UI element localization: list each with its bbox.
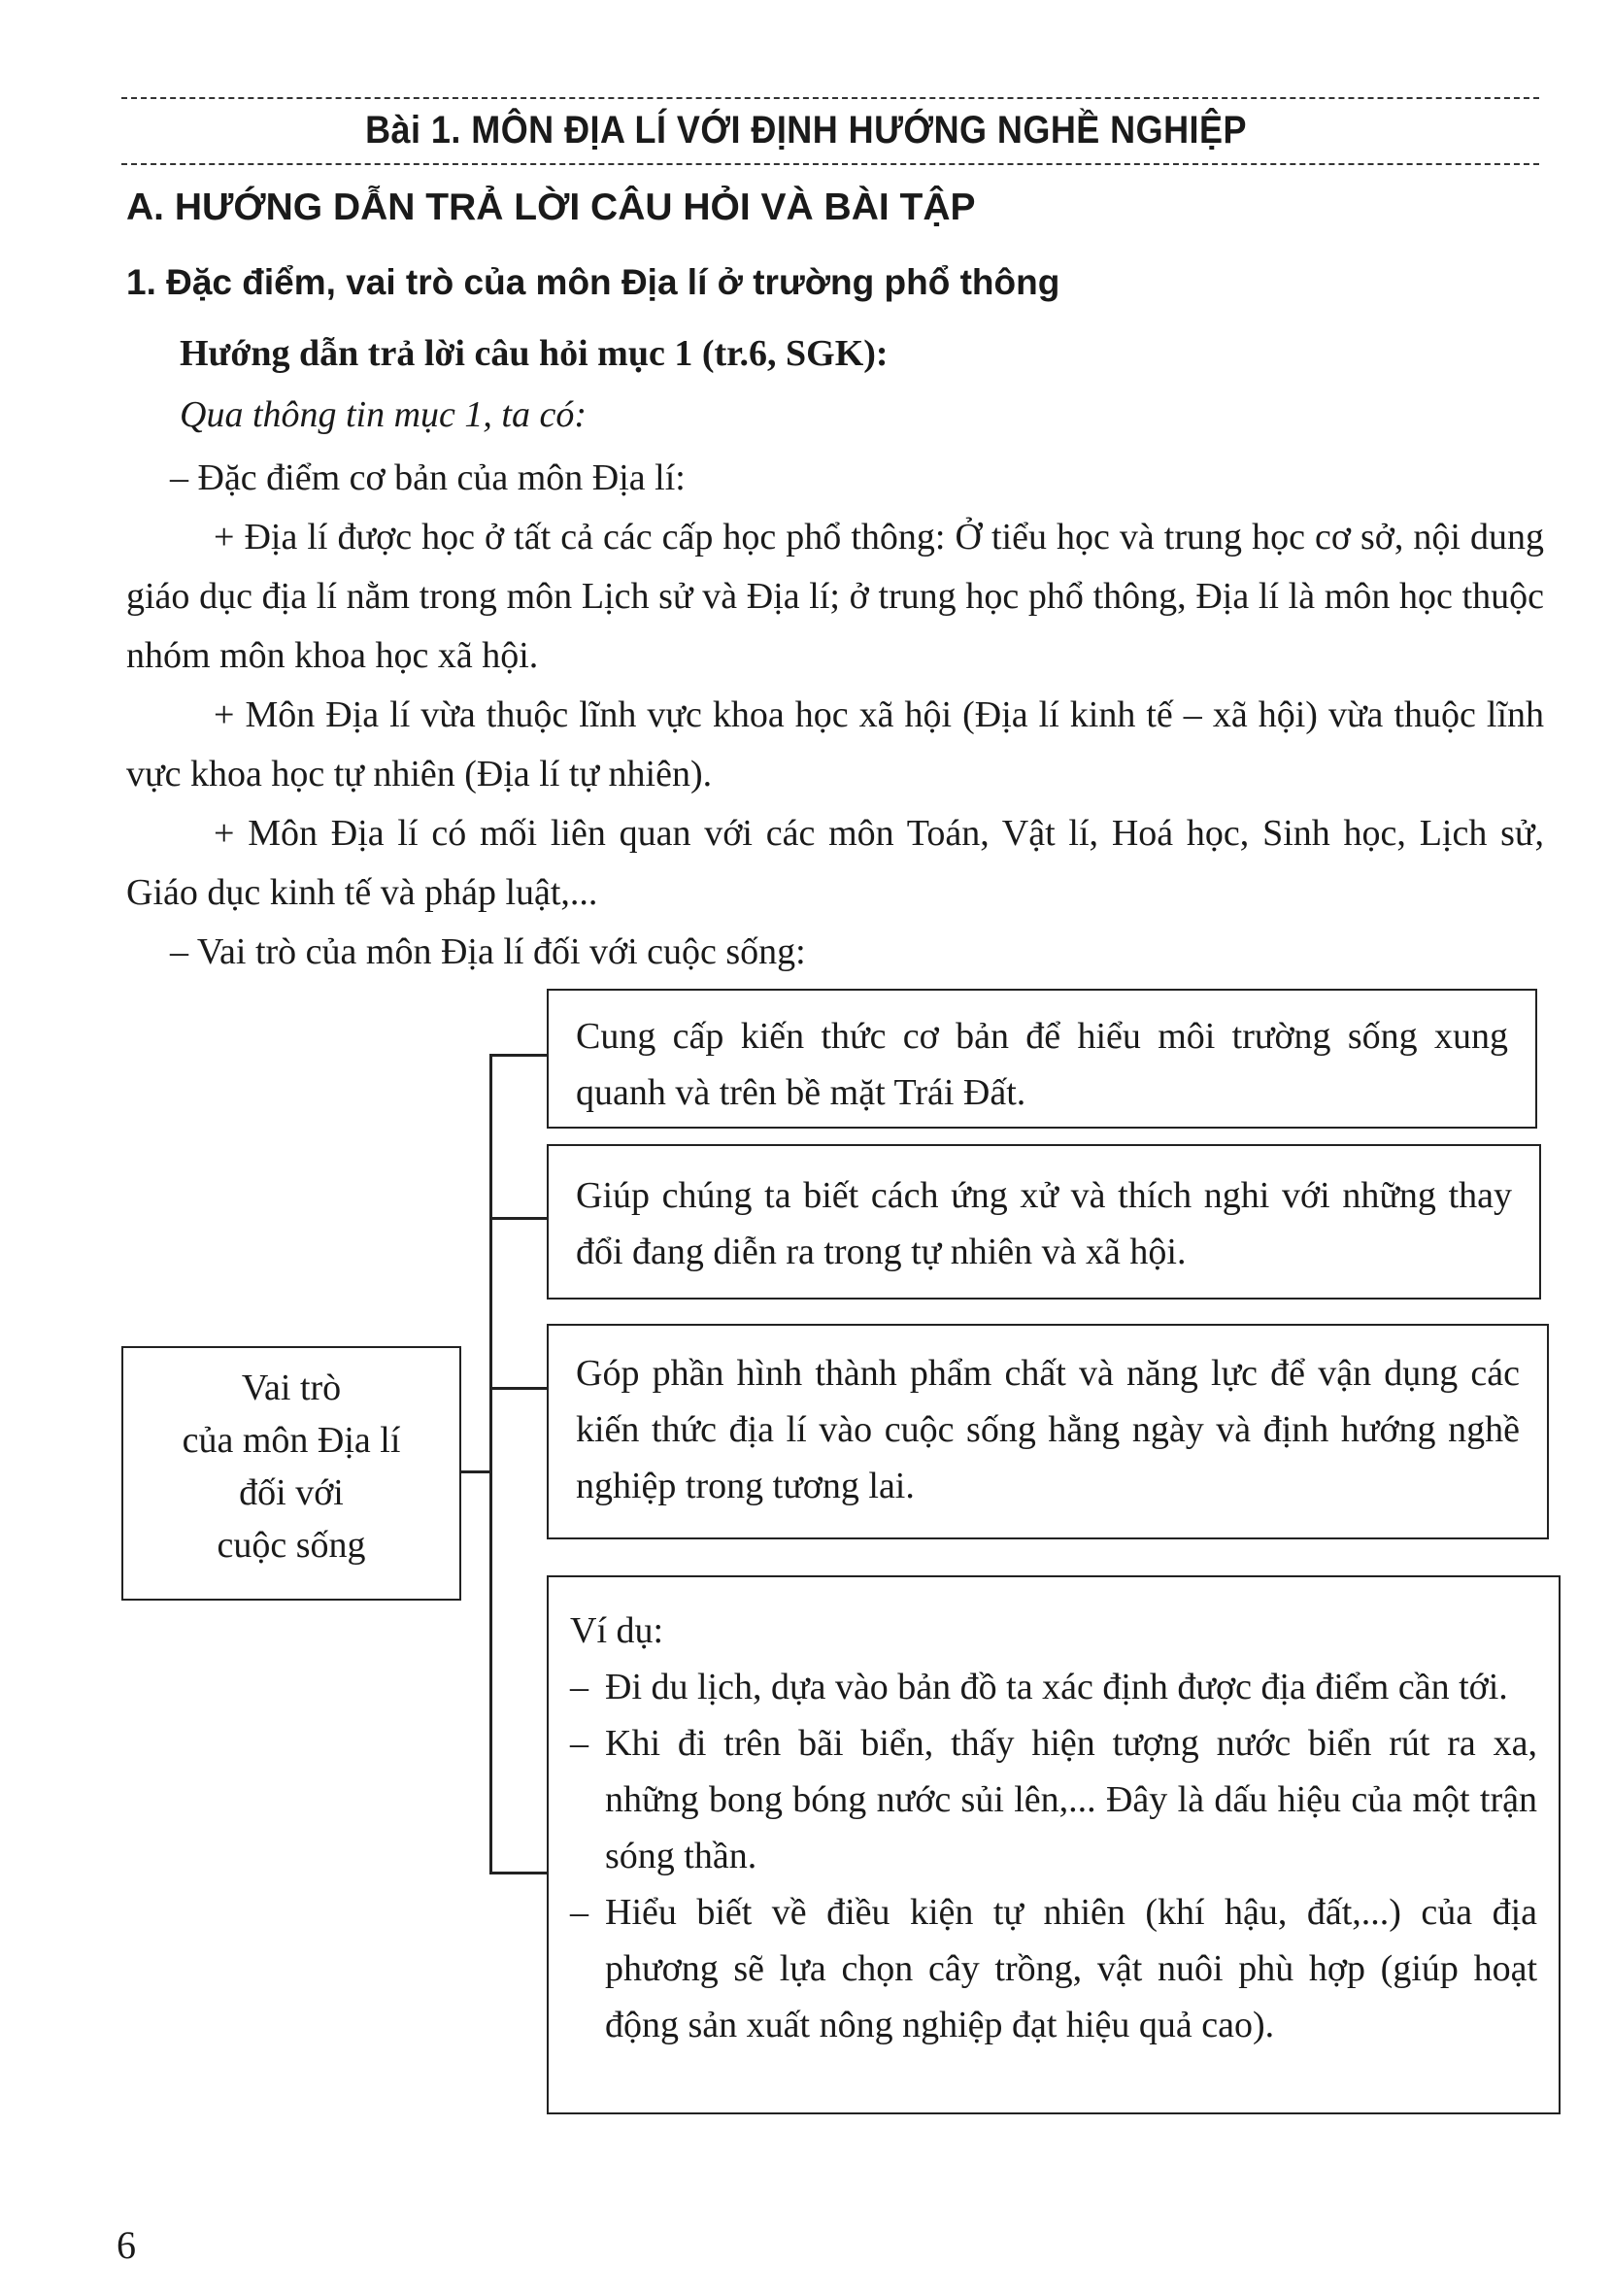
example-item-3 xyxy=(570,1884,1537,2053)
connector-role-3 xyxy=(489,1387,548,1390)
lesson-title: Bài 1. MÔN ĐỊA LÍ VỚI ĐỊNH HƯỚNG NGHỀ NGHIỆP xyxy=(365,109,1247,152)
example-item-2 xyxy=(570,1715,1537,1884)
page-number: 6 xyxy=(117,2223,136,2267)
example-title: Ví dụ: xyxy=(570,1610,664,1651)
connector-role-1 xyxy=(489,1054,548,1057)
connector-vertical xyxy=(489,1054,492,1874)
role-text-1: Cung cấp kiến thức cơ bản để hiểu môi trường sống xung quanh và trên bề mặt Trái Đất. xyxy=(576,1016,1508,1113)
example-dash: – xyxy=(570,1892,588,1933)
guide-heading: Hướng dẫn trả lời câu hỏi mục 1 (tr.6, SGK): xyxy=(180,333,889,374)
header-rule-bottom xyxy=(121,163,1539,165)
example-item-1 xyxy=(570,1659,1537,1715)
center-line-3: đối với xyxy=(239,1472,344,1513)
connector-center xyxy=(461,1470,490,1473)
roles-heading: – Vai trò của môn Địa lí đối với cuộc sống: xyxy=(170,931,806,972)
feature-paragraph-1: + Địa lí được học ở tất cả các cấp học phổ thông: Ở tiểu học và trung học cơ sở, nội dung giáo dục địa lí nằm trong môn Lịch sử và Địa lí; ở trung học phổ thông, Địa lí là môn học thuộc nhóm môn khoa học xã hội. xyxy=(126,517,1544,676)
section-1-heading: 1. Đặc điểm, vai trò của môn Địa lí ở trường phổ thông xyxy=(126,262,1060,302)
section-a-heading: A. HƯỚNG DẪN TRẢ LỜI CÂU HỎI VÀ BÀI TẬP xyxy=(126,186,976,228)
role-box-1 xyxy=(547,989,1537,1129)
center-line-4: cuộc sống xyxy=(217,1525,366,1566)
role-text-2: Giúp chúng ta biết cách ứng xử và thích nghi với những thay đổi đang diễn ra trong tự nhiên và xã hội. xyxy=(576,1175,1512,1272)
feature-paragraph-2: + Môn Địa lí vừa thuộc lĩnh vực khoa học xã hội (Địa lí kinh tế – xã hội) vừa thuộc lĩnh vực khoa học tự nhiên (Địa lí tự nhiên). xyxy=(126,694,1544,794)
center-box xyxy=(121,1346,461,1601)
center-line-2: của môn Địa lí xyxy=(182,1420,401,1461)
role-text-3: Góp phần hình thành phẩm chất và năng lực để vận dụng các kiến thức địa lí vào cuộc sống hằng ngày và định hướng nghề nghiệp trong tương lai. xyxy=(576,1353,1520,1506)
feature-paragraph-3: + Môn Địa lí có mối liên quan với các môn Toán, Vật lí, Hoá học, Sinh học, Lịch sử, Giáo dục kinh tế và pháp luật,... xyxy=(126,813,1544,913)
header-rule-top xyxy=(121,97,1539,99)
role-box-2 xyxy=(547,1144,1541,1300)
center-line-1: Vai trò xyxy=(241,1367,342,1408)
role-box-3 xyxy=(547,1324,1549,1539)
example-box xyxy=(547,1575,1561,2114)
connector-role-2 xyxy=(489,1217,548,1220)
example-text-1: Đi du lịch, dựa vào bản đồ ta xác định được địa điểm cần tới. xyxy=(605,1667,1508,1707)
features-heading: – Đặc điểm cơ bản của môn Địa lí: xyxy=(170,457,686,498)
example-dash: – xyxy=(570,1723,588,1764)
example-text-3: Hiểu biết về điều kiện tự nhiên (khí hậu, đất,...) của địa phương sẽ lựa chọn cây trồng, vật nuôi phù hợp (giúp hoạt động sản xuất nông nghiệp đạt hiệu quả cao). xyxy=(605,1892,1537,2045)
example-text-2: Khi đi trên bãi biển, thấy hiện tượng nước biển rút ra xa, những bong bóng nước sủi lên,... Đây là dấu hiệu của một trận sóng thần. xyxy=(605,1723,1537,1876)
intro-text: Qua thông tin mục 1, ta có: xyxy=(180,394,588,435)
connector-example xyxy=(489,1872,548,1874)
example-dash: – xyxy=(570,1667,588,1707)
